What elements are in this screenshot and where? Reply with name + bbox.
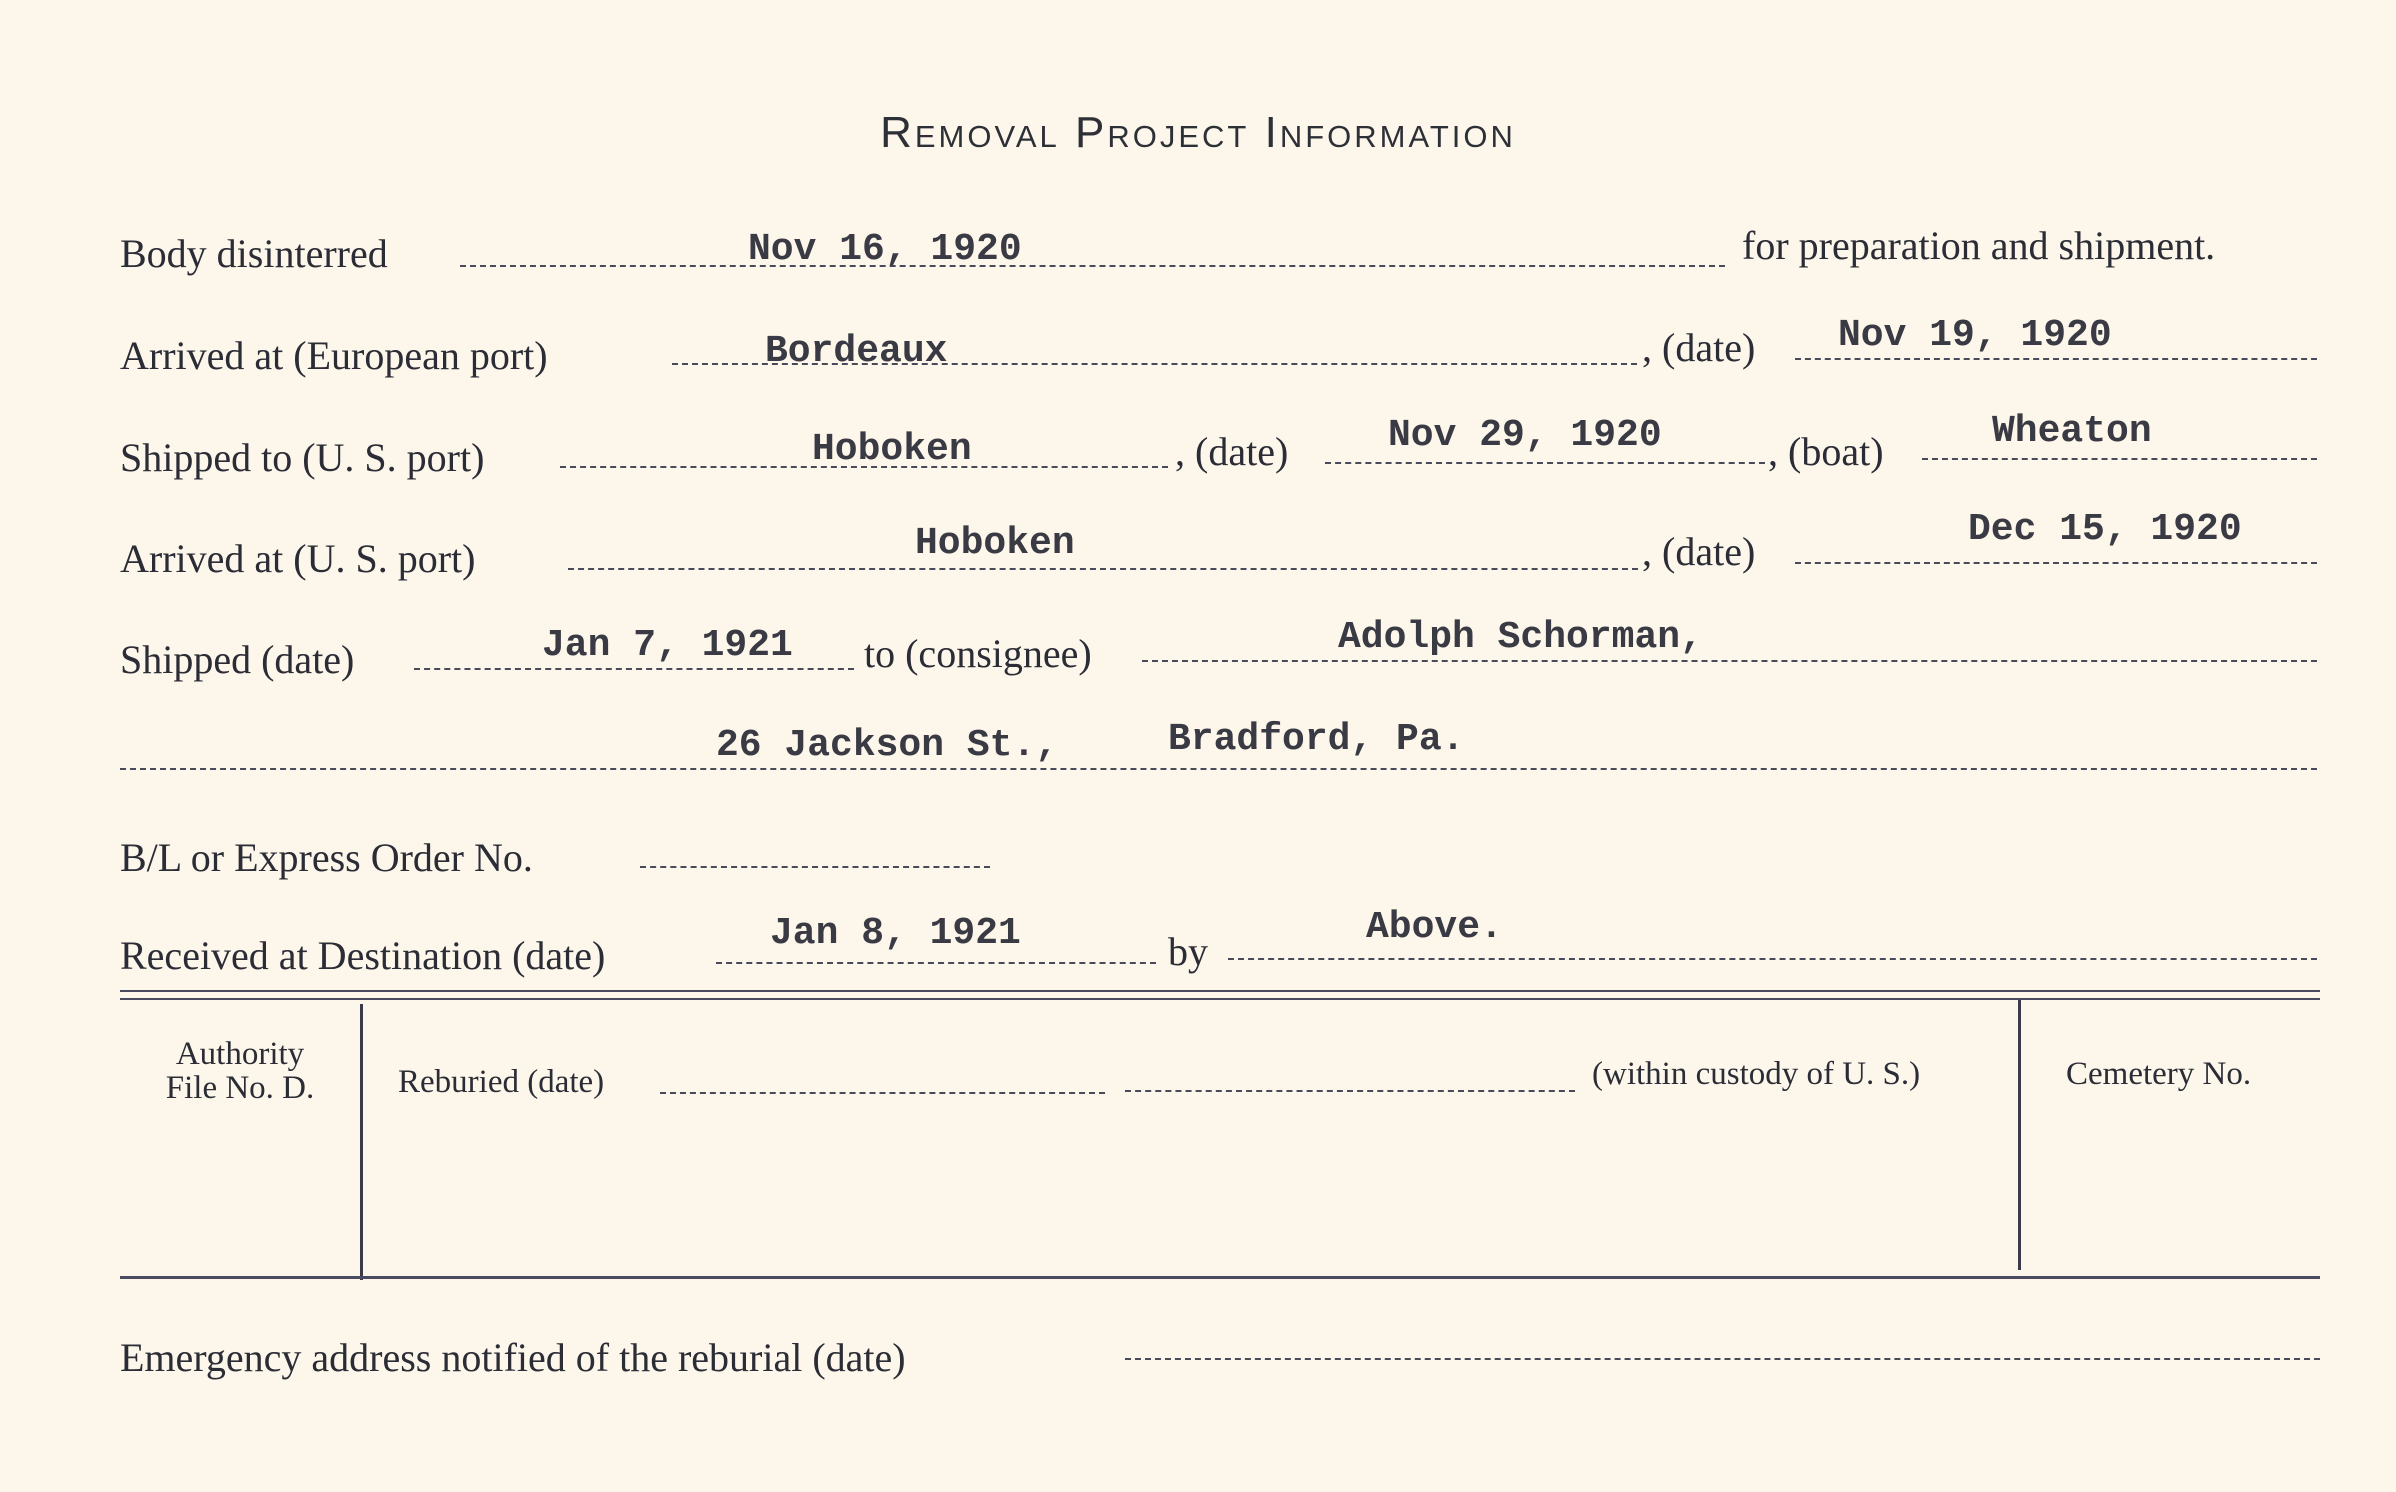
bl-order-line: [640, 866, 990, 868]
arrived-us-date: Dec 15, 1920: [1968, 508, 2242, 551]
arrived-european-label: Arrived at (European port): [120, 333, 548, 378]
reburied-line-2: [1125, 1090, 1575, 1092]
shipped-us-date-label: , (date): [1175, 429, 1289, 474]
reburied-line-1: [660, 1092, 1105, 1094]
authority-label-1: Authority: [175, 1036, 305, 1072]
reburied-label: Reburied (date): [398, 1064, 605, 1100]
emergency-label: Emergency address notified of the reburial (date): [120, 1335, 906, 1380]
shipped-us-boat: Wheaton: [1992, 410, 2152, 453]
address-city: Bradford, Pa.: [1168, 718, 1465, 761]
arrived-european-date-label: , (date): [1642, 325, 1756, 370]
shipped-date-label: Shipped (date): [120, 637, 355, 682]
arrived-us-date-line: [1795, 562, 2317, 564]
shipped-us-port: Hoboken: [812, 428, 972, 471]
shipped-us-boat-label: , (boat): [1768, 429, 1884, 474]
arrived-us-label: Arrived at (U. S. port): [120, 536, 476, 581]
custody-label: (within custody of U. S.): [1592, 1056, 1921, 1092]
shipped-us-label: Shipped to (U. S. port): [120, 435, 485, 480]
body-disinterred-value: Nov 16, 1920: [748, 228, 1022, 271]
received-by: Above.: [1366, 906, 1503, 949]
received-date: Jan 8, 1921: [770, 912, 1021, 955]
arrived-us-port: Hoboken: [915, 522, 1075, 565]
received-label: Received at Destination (date): [120, 933, 606, 978]
body-disinterred-suffix: for preparation and shipment.: [1742, 223, 2216, 268]
consignee-value: Adolph Schorman,: [1338, 616, 1703, 659]
address-street: 26 Jackson St.,: [716, 724, 1059, 767]
cemetery-label: Cemetery No.: [2066, 1056, 2252, 1092]
double-rule-bottom: [120, 998, 2320, 1000]
arrived-european-date-line: [1795, 358, 2317, 360]
arrived-us-line: [568, 568, 1638, 570]
emergency-line: [1125, 1358, 2320, 1360]
address-line: [120, 768, 2317, 770]
double-rule-top: [120, 990, 2320, 992]
box-divider-right: [2018, 1000, 2021, 1270]
consignee-label: to (consignee): [864, 631, 1092, 676]
body-disinterred-label: Body disinterred: [120, 231, 388, 276]
shipped-us-date-line: [1325, 462, 1765, 464]
received-by-label: by: [1168, 929, 1208, 974]
shipped-us-boat-line: [1922, 458, 2317, 460]
arrived-european-port: Bordeaux: [765, 330, 948, 373]
received-date-line: [716, 962, 1156, 964]
box-divider-left: [360, 1004, 363, 1280]
received-by-line: [1228, 958, 2317, 960]
box-bottom-rule: [120, 1276, 2320, 1279]
bl-order-label: B/L or Express Order No.: [120, 835, 533, 880]
card-title: Removal Project Information: [880, 108, 1516, 157]
body-disinterred-line: [460, 265, 1725, 267]
arrived-us-date-label: , (date): [1642, 529, 1756, 574]
shipped-date-value: Jan 7, 1921: [542, 624, 793, 667]
authority-label-2: File No. D.: [165, 1070, 315, 1106]
shipped-us-date: Nov 29, 1920: [1388, 414, 1662, 457]
arrived-european-date: Nov 19, 1920: [1838, 314, 2112, 357]
shipped-date-line: [414, 668, 854, 670]
consignee-line: [1142, 660, 2317, 662]
